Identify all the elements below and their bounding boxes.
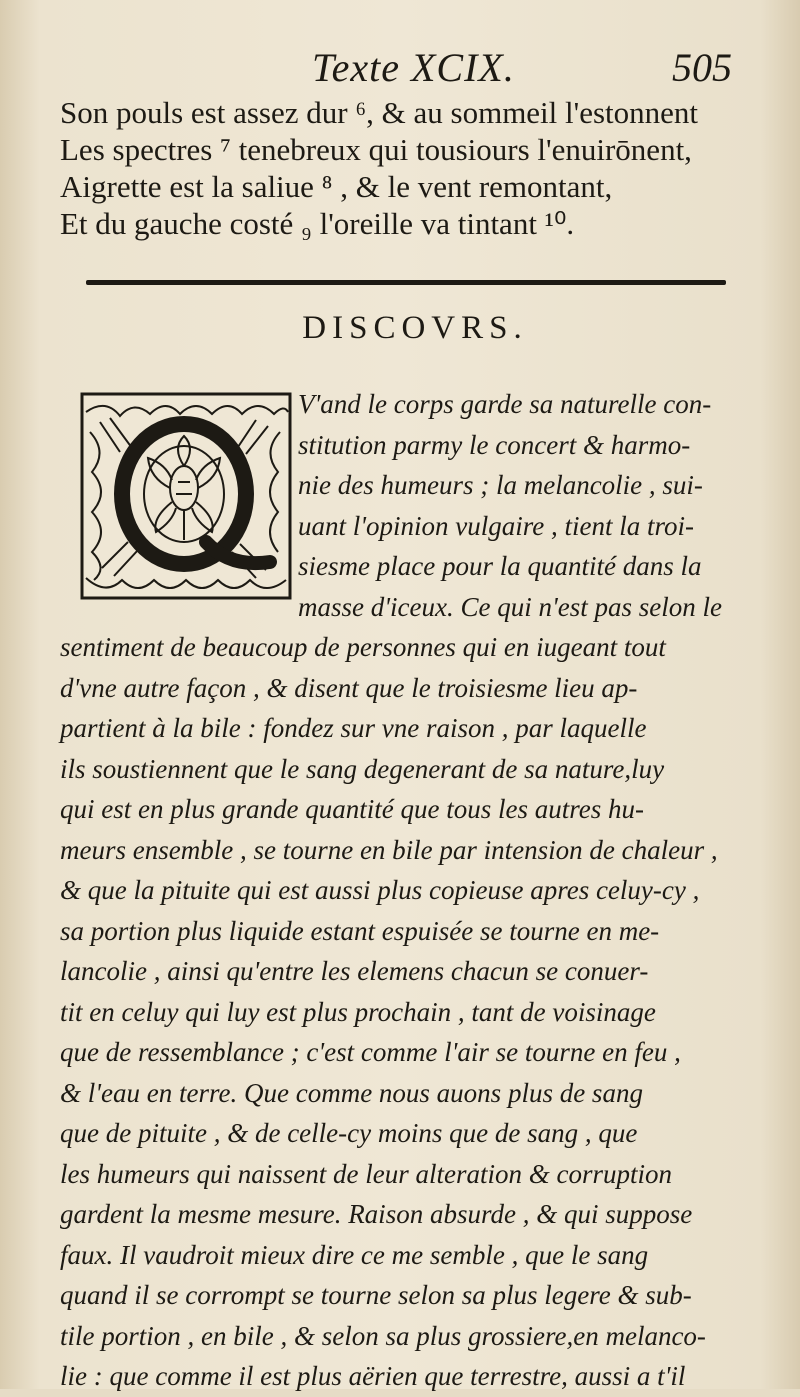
text-line: uant l'opinion vulgaire , tient la troi- (298, 510, 694, 541)
verse-line: Et du gauche costé ₉ l'oreille va tintant ¹⁰. (60, 206, 575, 241)
text-line: stitution parmy le concert & harmo- (298, 429, 691, 460)
text-line: sentiment de beaucoup de personnes qui en iugeant tout (60, 632, 666, 662)
text-line: gardent la mesme mesure. Raison absurde , & qui suppose (60, 1199, 693, 1229)
running-title: Texte XCIX. (312, 45, 515, 90)
text-line: faux. Il vaudroit mieux dire ce me semble , que le sang (60, 1239, 649, 1270)
page-number: 505 (672, 45, 732, 90)
running-head (0, 44, 800, 94)
verse-stanza (60, 94, 780, 242)
text-line: d'vne autre façon , & disent que le troisiesme lieu ap- (60, 672, 638, 703)
horizontal-rule (86, 280, 726, 285)
text-line: masse d'iceux. Ce qui n'est pas selon le (298, 591, 722, 622)
text-line: & l'eau en terre. Que comme nous auons plus de sang (60, 1077, 643, 1108)
verse-line: Son pouls est assez dur ⁶, & au sommeil l'estonnent (60, 95, 699, 130)
text-line: que de pituite , & de celle-cy moins que de sang , que (60, 1118, 638, 1148)
text-line: tile portion , en bile , & selon sa plus grossiere,en melanco- (60, 1320, 706, 1351)
text-line: lancolie , ainsi qu'entre les elemens chacun se conuer- (60, 956, 649, 986)
text-line: & que la pituite qui est aussi plus copieuse apres celuy-cy , (60, 875, 700, 905)
text-line: ils soustiennent que le sang degenerant de sa nature,luy (60, 753, 665, 784)
text-line: les humeurs qui naissent de leur alteration & corruption (60, 1158, 672, 1189)
verse-line: Aigrette est la saliue ⁸ , & le vent remontant, (60, 169, 613, 204)
decorated-initial-q-icon (80, 392, 292, 600)
text-line: meurs ensemble , se tourne en bile par intension de chaleur , (60, 834, 718, 865)
text-line: nie des humeurs ; la melancolie , sui- (298, 470, 703, 500)
verse-line: Les spectres ⁷ tenebreux qui tousiours l'enuirōnent, (60, 132, 692, 167)
text-line: qui est en plus grande quantité que tous les autres hu- (60, 794, 644, 824)
section-title: DISCOVRS. (302, 310, 528, 346)
text-line: lie : que comme il est plus aërien que terrestre, aussi a t'il (60, 1361, 686, 1391)
text-line: sa portion plus liquide estant espuisée se tourne en me- (60, 915, 660, 946)
text-line: partient à la bile : fondez sur vne raison , par laquelle (60, 713, 647, 743)
text-line: que de ressemblance ; c'est comme l'air se tourne en feu , (60, 1037, 681, 1067)
text-line: V'and le corps garde sa naturelle con- (298, 389, 712, 419)
text-line: tit en celuy qui luy est plus prochain , tant de voisinage (60, 996, 656, 1027)
text-line: siesme place pour la quantité dans la (298, 551, 702, 581)
text-line: quand il se corrompt se tourne selon sa plus legere & sub- (60, 1280, 692, 1310)
